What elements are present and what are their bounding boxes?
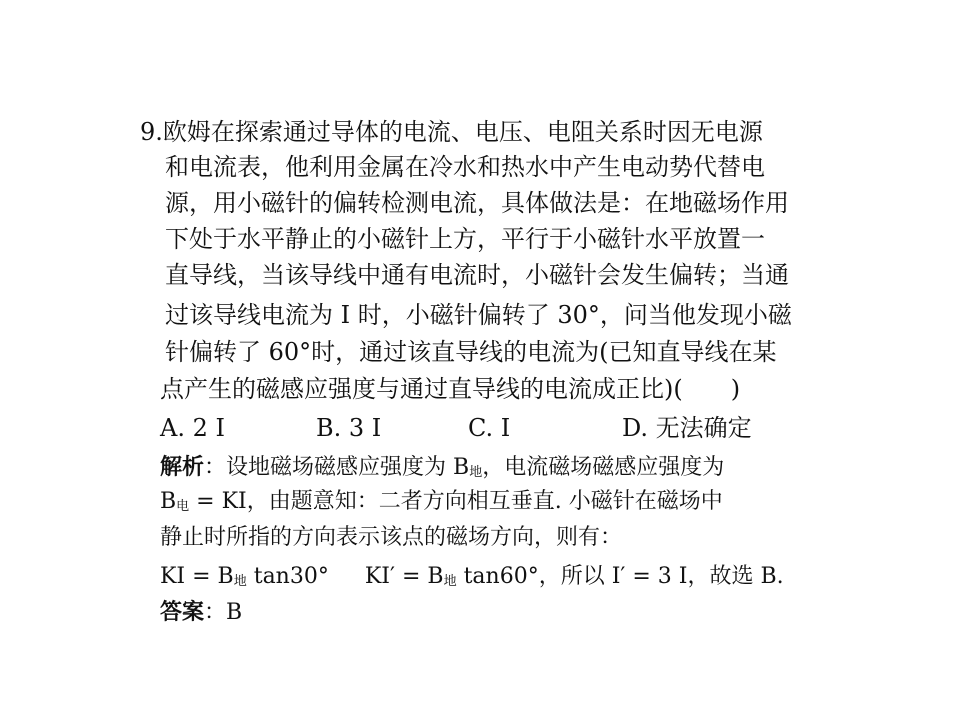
- answer-label: 答案: [160, 599, 205, 625]
- question-line-2: 和电流表，他利用金属在冷水和热水中产生电动势代替电: [165, 153, 765, 181]
- option-a: A. 2 I: [160, 414, 225, 442]
- solution-label: 解析: [160, 454, 205, 480]
- question-line-4: 下处于水平静止的小磁针上方，平行于小磁针水平放置一: [165, 225, 765, 253]
- answer-line: [160, 597, 242, 627]
- question-number: 9.: [140, 118, 163, 146]
- solution-text-1: 设地磁场磁感应强度为 B: [226, 455, 470, 480]
- subscript-current: 电: [176, 499, 190, 514]
- question-line-5: 直导线，当该导线中通有电流时，小磁针会发生偏转；当通: [165, 261, 789, 289]
- option-c: C. I: [468, 414, 511, 442]
- solution-line-3: 静止时所指的方向表示该点的磁场方向，则有：: [160, 525, 623, 550]
- symbol-b: B: [160, 489, 177, 514]
- subscript-earth: 地: [469, 465, 483, 480]
- question-line-7: 针偏转了 60°时，通过该直导线的电流为(已知直导线在某: [165, 338, 777, 366]
- answer-colon: ：: [204, 600, 227, 625]
- equation-2-right: tan60°，所以 I′ = 3 I，故选 B.: [456, 564, 784, 589]
- question-line-8: 点产生的磁感应强度与通过直导线的电流成正比)( ): [160, 375, 741, 403]
- equation-1-sub: 地: [233, 574, 247, 589]
- equation-1-left: KI = B: [160, 564, 234, 589]
- answer-value: B: [226, 600, 243, 625]
- solution-text-2: = KI，由题意知：二者方向相互垂直. 小磁针在磁场中: [189, 489, 723, 514]
- equation-2-sub: 地: [443, 574, 457, 589]
- option-b: B. 3 I: [316, 414, 382, 442]
- question-line-3: 源，用小磁针的偏转检测电流，具体做法是：在地磁场作用: [165, 189, 789, 217]
- option-d: D. 无法确定: [622, 414, 752, 442]
- question-line-1: [140, 117, 763, 147]
- solution-colon: ：: [204, 455, 227, 480]
- solution-line-1: [160, 452, 724, 482]
- question-text: 欧姆在探索通过导体的电流、电压、电阻关系时因无电源: [162, 118, 763, 146]
- solution-line-2: [160, 487, 723, 517]
- equation-1-right: tan30°: [246, 564, 329, 589]
- solution-text-1b: ，电流磁场磁感应强度为: [482, 455, 725, 480]
- question-line-6: 过该导线电流为 I 时，小磁针偏转了 30°，问当他发现小磁: [165, 301, 792, 329]
- solution-equations: [160, 562, 784, 592]
- equation-2-left: KI′ = B: [364, 564, 444, 589]
